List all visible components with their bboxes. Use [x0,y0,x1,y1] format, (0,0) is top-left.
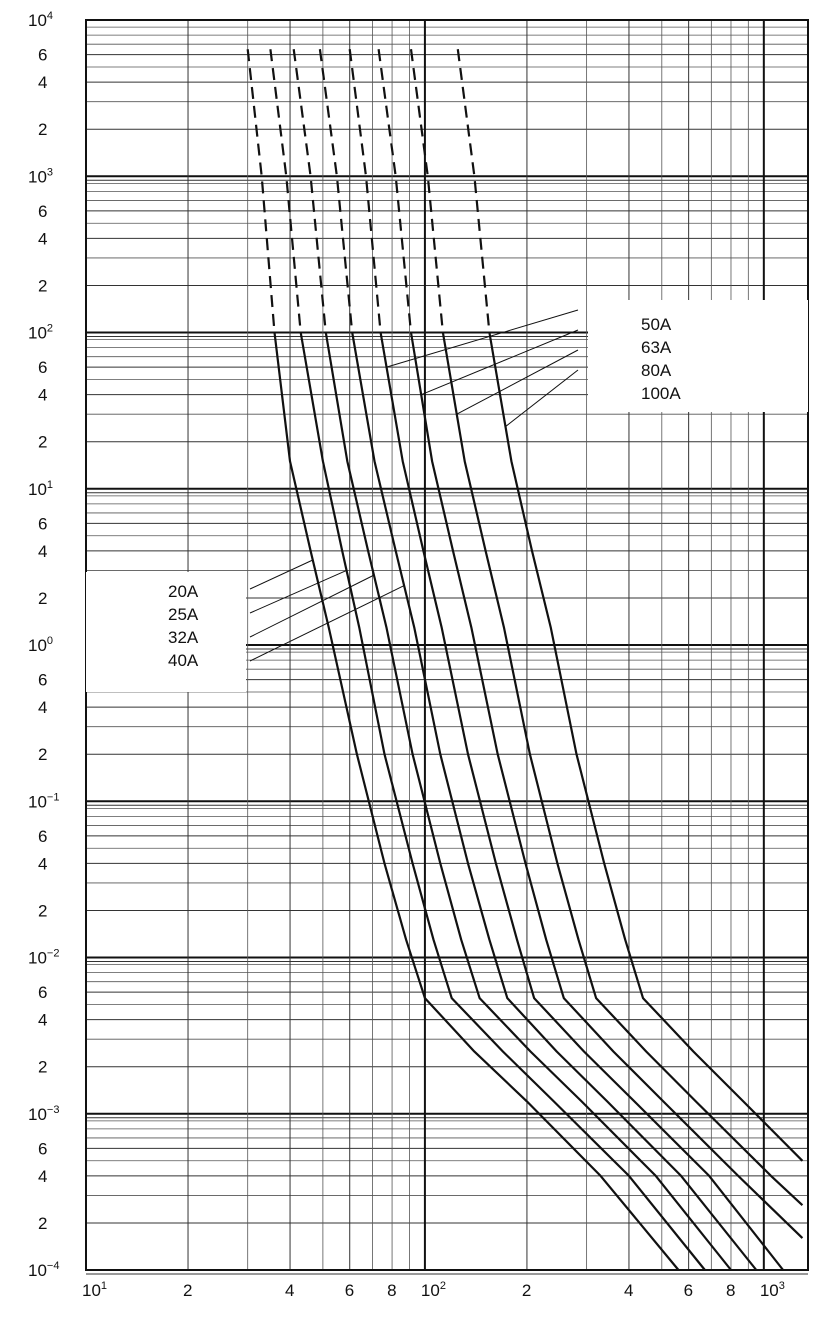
curve-dashed-100A [458,49,490,332]
y-tick-label: 2 [38,901,48,921]
legend-leader [387,310,578,367]
y-tick-label: $10^0$ [28,635,54,655]
curve-dashed-63A [379,49,411,332]
legend-label-50A: 50A [641,315,672,334]
legend-label-80A: 80A [641,361,672,380]
y-tick-label: 4 [38,541,48,561]
x-tick-label: $10^1$ [82,1280,108,1300]
y-tick-label: 6 [38,983,48,1003]
y-tick-label: $10^1$ [28,478,54,499]
y-tick-label: $10^{-3}$ [28,1103,60,1124]
x-tick-label: 4 [285,1281,295,1300]
x-tick-label: 2 [521,1281,532,1300]
y-tick-label: 2 [38,120,48,140]
x-tick-label: 8 [725,1281,736,1300]
y-tick-label: 4 [38,854,48,874]
y-tick-label: $10^{-2}$ [28,947,60,968]
x-tick-label: 4 [623,1281,634,1300]
legend-box [588,300,808,412]
y-tick-label: $10^4$ [28,10,54,30]
curve-solid-100A [489,333,802,1161]
legend-leader [506,370,578,427]
y-tick-label: 6 [38,514,48,534]
curves [248,49,803,1270]
legend-label-32A: 32A [168,628,199,647]
legend-leader [250,586,404,661]
y-tick-label: 2 [38,588,48,608]
y-tick-label: 4 [38,385,48,405]
y-tick-label: 2 [38,276,48,296]
curve-dashed-20A [248,49,275,332]
legend-label-63A: 63A [641,338,672,357]
legend-label-25A: 25A [168,605,199,624]
y-tick-label: $10^{-1}$ [28,791,60,812]
legend-leader [250,560,313,589]
curve-dashed-40A [320,49,352,332]
y-tick-label: 4 [38,1010,48,1030]
legend-box [86,572,246,692]
legend-label-100A: 100A [641,384,681,403]
y-tick-label: 4 [38,698,48,718]
y-tick-label: $10^2$ [28,322,54,343]
y-tick-label: 6 [38,1139,48,1159]
x-tick-label: 8 [387,1281,397,1300]
x-tick-label: $10^2$ [420,1280,446,1300]
y-tick-label: 6 [38,45,48,65]
y-tick-label: 2 [38,745,48,765]
y-tick-label: 2 [38,432,48,452]
y-tick-label: 6 [38,358,48,378]
curve-dashed-25A [270,49,300,332]
y-tick-label: 2 [38,1057,48,1077]
y-tick-label: $10^3$ [28,166,54,187]
y-tick-label: 4 [38,73,48,93]
y-tick-label: 4 [38,1166,48,1186]
x-tick-label: 6 [344,1281,355,1300]
y-tick-label: 2 [38,1213,48,1233]
y-tick-label: 6 [38,826,48,846]
legend-label-40A: 40A [168,651,199,670]
curve-dashed-80A [411,49,443,332]
legend-leader [457,350,578,414]
x-tick-label: $10^3$ [759,1280,785,1300]
y-tick-label: $10^{-4}$ [28,1260,60,1280]
y-tick-label: 4 [38,229,48,249]
x-tick-label: 6 [683,1281,694,1300]
curve-dashed-50A [350,49,381,332]
y-tick-label: 6 [38,670,48,690]
x-tick-label: 2 [183,1281,193,1300]
legend-label-20A: 20A [168,582,199,601]
legend-leader [250,570,347,613]
curve-dashed-32A [294,49,326,332]
y-tick-label: 6 [38,201,48,221]
